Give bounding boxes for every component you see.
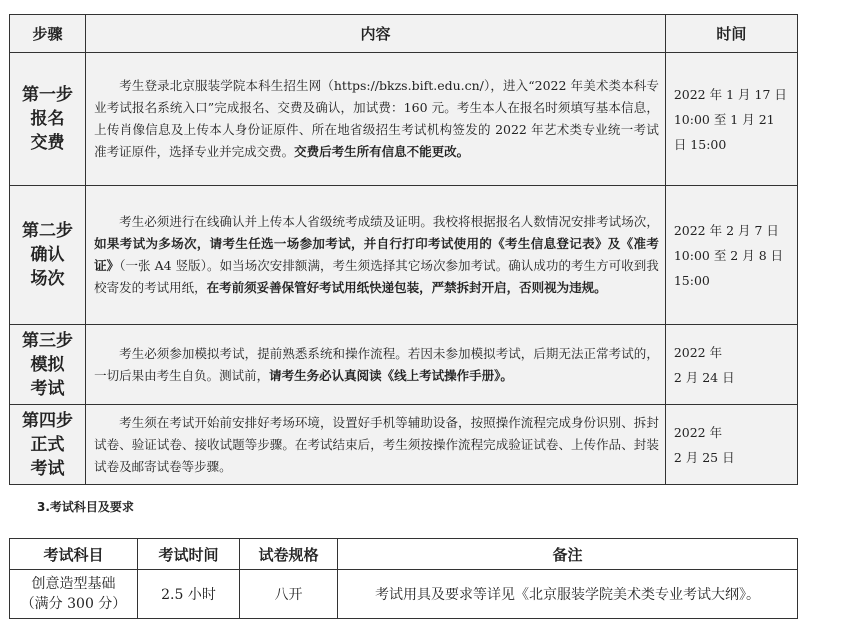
step2-content-bold1: 如果考试为多场次，请考生任选一场参加考试，并自行打印考试使用的《考生信息登记表》及《准考证》: [94, 236, 659, 273]
step4-line2: 正式: [30, 434, 65, 455]
subject-note: 考试用具及要求等详见《北京服装学院美术类专业考试大纲》。: [338, 570, 798, 619]
header-note: 备注: [338, 539, 798, 570]
subjects-header-row: [10, 539, 798, 570]
schedule-row-step2: [10, 186, 798, 325]
subject-paper: 八开: [240, 570, 338, 619]
schedule-row-step1: [10, 53, 798, 186]
step2-content-part1: 考生必须进行在线确认并上传本人省级统考成绩及证明。我校将根据报名人数情况安排考试场次，: [119, 214, 659, 229]
step1-time: 2022 年 1 月 17 日 10:00 至 1 月 21 日 15:00: [665, 53, 797, 186]
step1-line3: 交费: [30, 133, 65, 153]
step4-content-text: 考生须在考试开始前安排好考场环境，设置好手机等辅助设备，按照操作流程完成身份识别、拆封试卷、验证试卷、接收试题等步骤。在考试结束后，考生须按操作流程完成验证试卷、上传作品、封装试卷及邮寄试卷等步骤。: [94, 414, 659, 474]
schedule-row-step3: [10, 325, 798, 405]
subject-duration: 2.5 小时: [138, 570, 240, 619]
step2-line2: 确认: [30, 245, 65, 265]
header-duration: 考试时间: [138, 539, 240, 570]
header-step: 步骤: [10, 15, 86, 53]
step2-content: [86, 186, 666, 325]
step3-line2: 模拟: [30, 354, 65, 375]
step3-time-line1: 2022 年: [673, 344, 723, 360]
header-time: 时间: [665, 15, 797, 53]
step4-label: [10, 405, 86, 485]
section-title: 3.考试科目及要求: [37, 500, 134, 514]
subject-name-line2: （满分 300 分）: [20, 596, 127, 612]
step4-line1: 第四步: [22, 410, 74, 431]
subjects-row: [10, 570, 798, 619]
step3-line3: 考试: [30, 378, 65, 399]
subject-name-line1: 创意造型基础: [31, 576, 116, 592]
step1-line2: 报名: [30, 109, 65, 129]
step4-time: [665, 405, 797, 485]
step1-content: [86, 53, 666, 186]
subjects-table: [9, 538, 798, 619]
header-subject: 考试科目: [10, 539, 138, 570]
step3-content-bold: 请考生务必认真阅读《线上考试操作手册》。: [269, 367, 513, 383]
step1-line1: 第一步: [22, 85, 74, 105]
step4-line3: 考试: [30, 458, 65, 479]
header-content: 内容: [86, 15, 666, 53]
step3-time-line2: 2 月 24 日: [673, 369, 735, 385]
step1-content-bold: 交费后考生所有信息不能更改。: [294, 144, 470, 159]
step3-time: [665, 325, 797, 405]
step2-line1: 第二步: [22, 221, 74, 241]
schedule-row-step4: [10, 405, 798, 485]
step3-line1: 第三步: [22, 330, 74, 351]
step4-time-line1: 2022 年: [673, 424, 723, 440]
step4-content: [86, 405, 666, 485]
step2-label: [10, 186, 86, 325]
schedule-header-row: [10, 15, 798, 53]
step2-line3: 场次: [30, 269, 65, 289]
header-paper: 试卷规格: [240, 539, 338, 570]
step2-time: 2022 年 2 月 7 日 10:00 至 2 月 8 日 15:00: [665, 186, 797, 325]
step4-time-line2: 2 月 25 日: [673, 449, 735, 465]
step3-content-text: 考生必须参加模拟考试，提前熟悉系统和操作流程。若因未参加模拟考试，后期无法正常考试的，一切后果由考生自负。测试前，: [94, 345, 659, 383]
step1-content-text: 考生登录北京服装学院本科生招生网（https://bkzs.bift.edu.cn/），进入“2022 年美术类本科专业考试报名系统入口”完成报名、交费及确认，加试费：160 元。考生本人在报名时须填写基本信息，上传肖像信息及上传本人身份证原件、所在地省级招生考试机构签发的 2022 年艺术类专业统一考试准考证原件，选择专业并完成交费。: [94, 78, 659, 159]
subject-name: [10, 570, 138, 619]
step2-content-bold2: 在考前须妥善保管好考试用纸快递包装，严禁拆封开启，否则视为违规。: [206, 280, 607, 295]
step1-label: [10, 53, 86, 186]
step3-label: [10, 325, 86, 405]
step2-content-part2: （一张 A4 竖版）。如当场次安排额满，考生须选择其它场次参加考试。确认成功的考生方可收到我校寄发的考试用纸，: [94, 258, 659, 295]
schedule-table: [9, 14, 798, 485]
step3-content: [86, 325, 666, 405]
